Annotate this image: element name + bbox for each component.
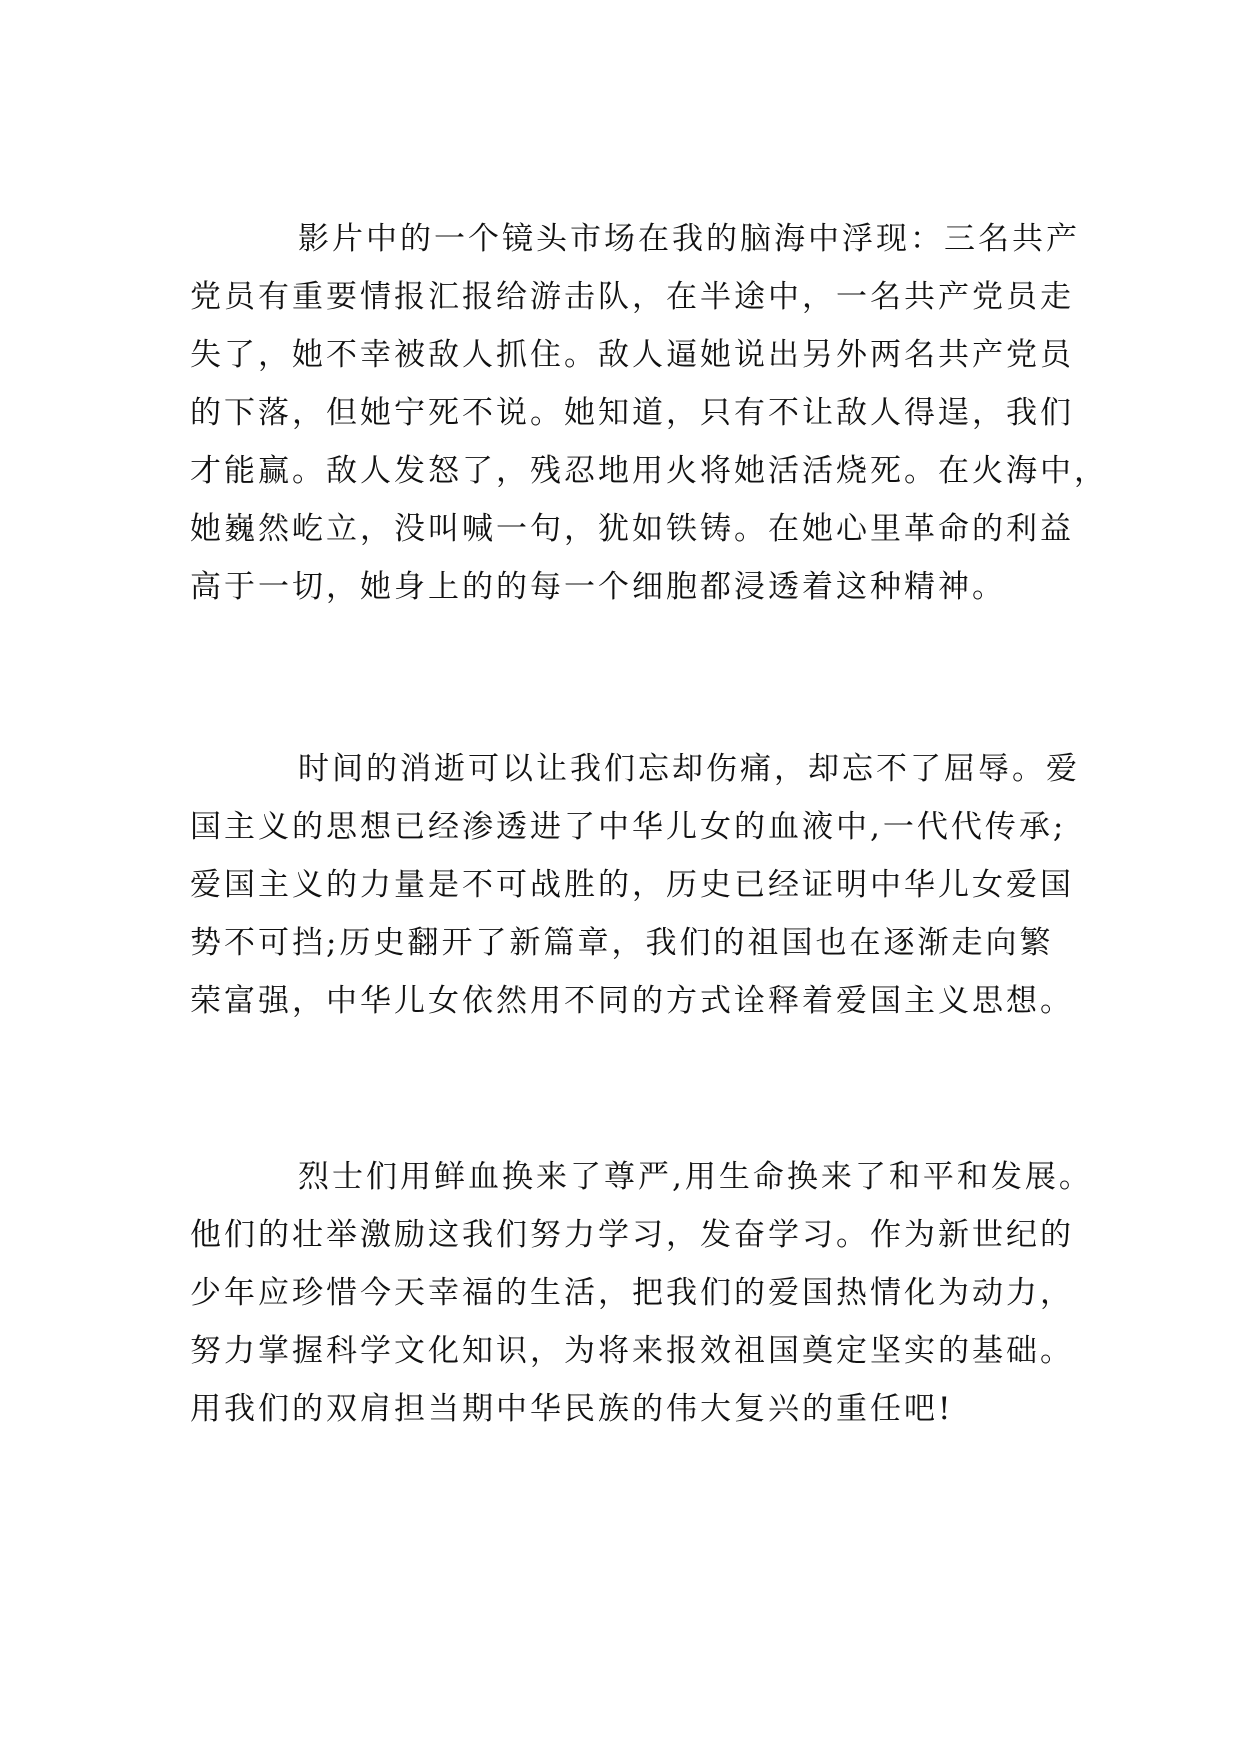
- paragraph-line: 荣富强，中华儿女依然用不同的方式诠释着爱国主义思想。: [190, 983, 1074, 1019]
- paragraph-line: 失了，她不幸被敌人抓住。敌人逼她说出另外两名共产党员: [190, 337, 1074, 373]
- paragraph-3: [190, 1148, 1093, 1438]
- paragraph-line: 党员有重要情报汇报给游击队，在半途中，一名共产党员走: [190, 279, 1074, 315]
- paragraph-line: 努力掌握科学文化知识，为将来报效祖国奠定坚实的基础。: [190, 1333, 1074, 1369]
- paragraph-line: 国主义的思想已经渗透进了中华儿女的血液中,一代代传承;: [190, 809, 1067, 845]
- paragraph-2: [190, 740, 1080, 1030]
- paragraph-line: 爱国主义的力量是不可战胜的，历史已经证明中华儿女爱国: [190, 867, 1074, 903]
- paragraph-line: 用我们的双肩担当期中华民族的伟大复兴的重任吧!: [190, 1391, 954, 1427]
- paragraph-line: 少年应珍惜今天幸福的生活，把我们的爱国热情化为动力，: [190, 1275, 1074, 1311]
- paragraph-line: 才能赢。敌人发怒了，残忍地用火将她活活烧死。在火海中，: [190, 453, 1108, 489]
- paragraph-line: 他们的壮举激励这我们努力学习，发奋学习。作为新世纪的: [190, 1217, 1074, 1253]
- paragraph-line: 高于一切，她身上的的每一个细胞都浸透着这种精神。: [190, 569, 1006, 605]
- paragraph-1: [190, 210, 1108, 616]
- paragraph-line: 她巍然屹立，没叫喊一句，犹如铁铸。在她心里革命的利益: [190, 511, 1074, 547]
- paragraph-line: 的下落，但她宁死不说。她知道，只有不让敌人得逞，我们: [190, 395, 1074, 431]
- paragraph-line: 影片中的一个镜头市场在我的脑海中浮现：三名共产: [298, 221, 1080, 257]
- paragraph-line: 势不可挡;历史翻开了新篇章，我们的祖国也在逐渐走向繁: [190, 925, 1054, 961]
- paragraph-line: 烈士们用鲜血换来了尊严,用生命换来了和平和发展。: [298, 1159, 1093, 1195]
- paragraph-line: 时间的消逝可以让我们忘却伤痛，却忘不了屈辱。爱: [298, 751, 1080, 787]
